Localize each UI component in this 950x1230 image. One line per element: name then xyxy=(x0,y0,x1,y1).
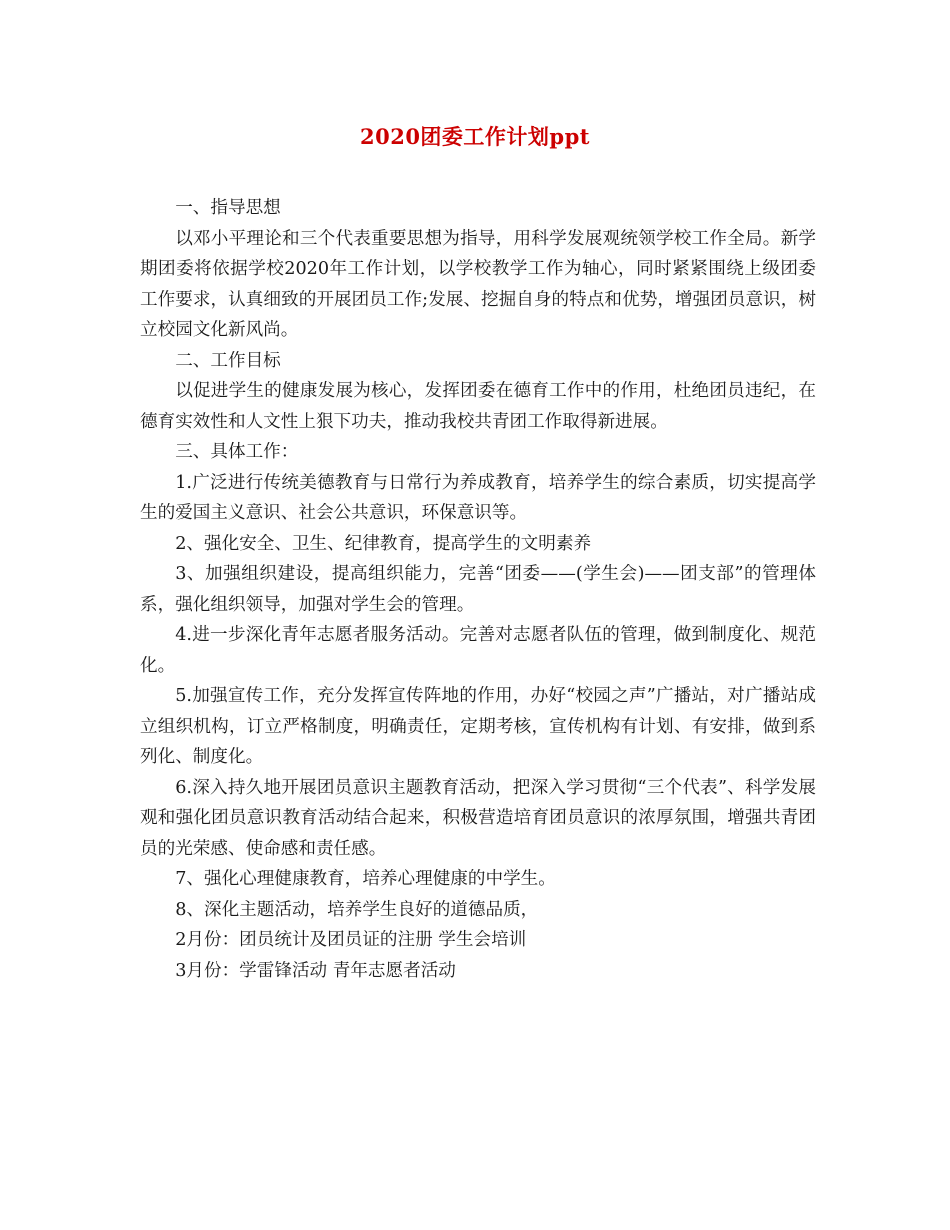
schedule-item: 3月份：学雷锋活动 青年志愿者活动 xyxy=(175,960,456,981)
schedule-item: 2月份：团员统计及团员证的注册 学生会培训 xyxy=(175,930,527,950)
heading-specific-work: 三、具体工作： xyxy=(175,442,299,462)
paragraph-guiding-ideology: 以邓小平理论和三个代表重要思想为指导，用科学发展观统领学校工作全局。新学期团委将依据学校2020年工作计划，以学校教学工作为轴心，同时紧紧围绕上级团委工作要求，认真细致的开展团员工作;发展、挖掘自身的特点和优势，增强团员意识，树立校园文化新风尚。 xyxy=(140,228,816,340)
list-item: 7、强化心理健康教育，培养心理健康的中学生。 xyxy=(175,869,556,889)
heading-work-goals: 二、工作目标 xyxy=(175,350,281,371)
list-item: 4.进一步深化青年志愿者服务活动。完善对志愿者队伍的管理，做到制度化、规范化。 xyxy=(140,625,816,676)
list-item: 2、强化安全、卫生、纪律教育，提高学生的文明素养 xyxy=(175,533,592,554)
list-item: 3、加强组织建设，提高组织能力，完善“团委——(学生会)——团支部”的管理体系，强化组织领导，加强对学生会的管理。 xyxy=(140,564,816,615)
list-item: 1.广泛进行传统美德教育与日常行为养成教育，培养学生的综合素质，切实提高学生的爱国主义意识、社会公共意识，环保意识等。 xyxy=(140,472,816,523)
heading-guiding-ideology: 一、指导思想 xyxy=(175,198,281,218)
list-item: 5.加强宣传工作，充分发挥宣传阵地的作用，办好“校园之声”广播站，对广播站成立组织机构，订立严格制度，明确责任，定期考核，宣传机构有计划、有安排，做到系列化、制度化。 xyxy=(140,686,816,767)
list-item: 8、深化主题活动，培养学生良好的道德品质， xyxy=(175,899,539,920)
document-title: 2020团委工作计划ppt xyxy=(359,124,590,149)
list-item: 6.深入持久地开展团员意识主题教育活动，把深入学习贯彻“三个代表”、科学发展观和强化团员意识教育活动结合起来，积极营造培育团员意识的浓厚氛围，增强共青团员的光荣感、使命感和责任感。 xyxy=(140,777,816,859)
document-body xyxy=(140,193,816,986)
paragraph-work-goals: 以促进学生的健康发展为核心，发挥团委在德育工作中的作用，杜绝团员违纪，在德育实效性和人文性上狠下功夫，推动我校共青团工作取得新进展。 xyxy=(140,381,816,432)
